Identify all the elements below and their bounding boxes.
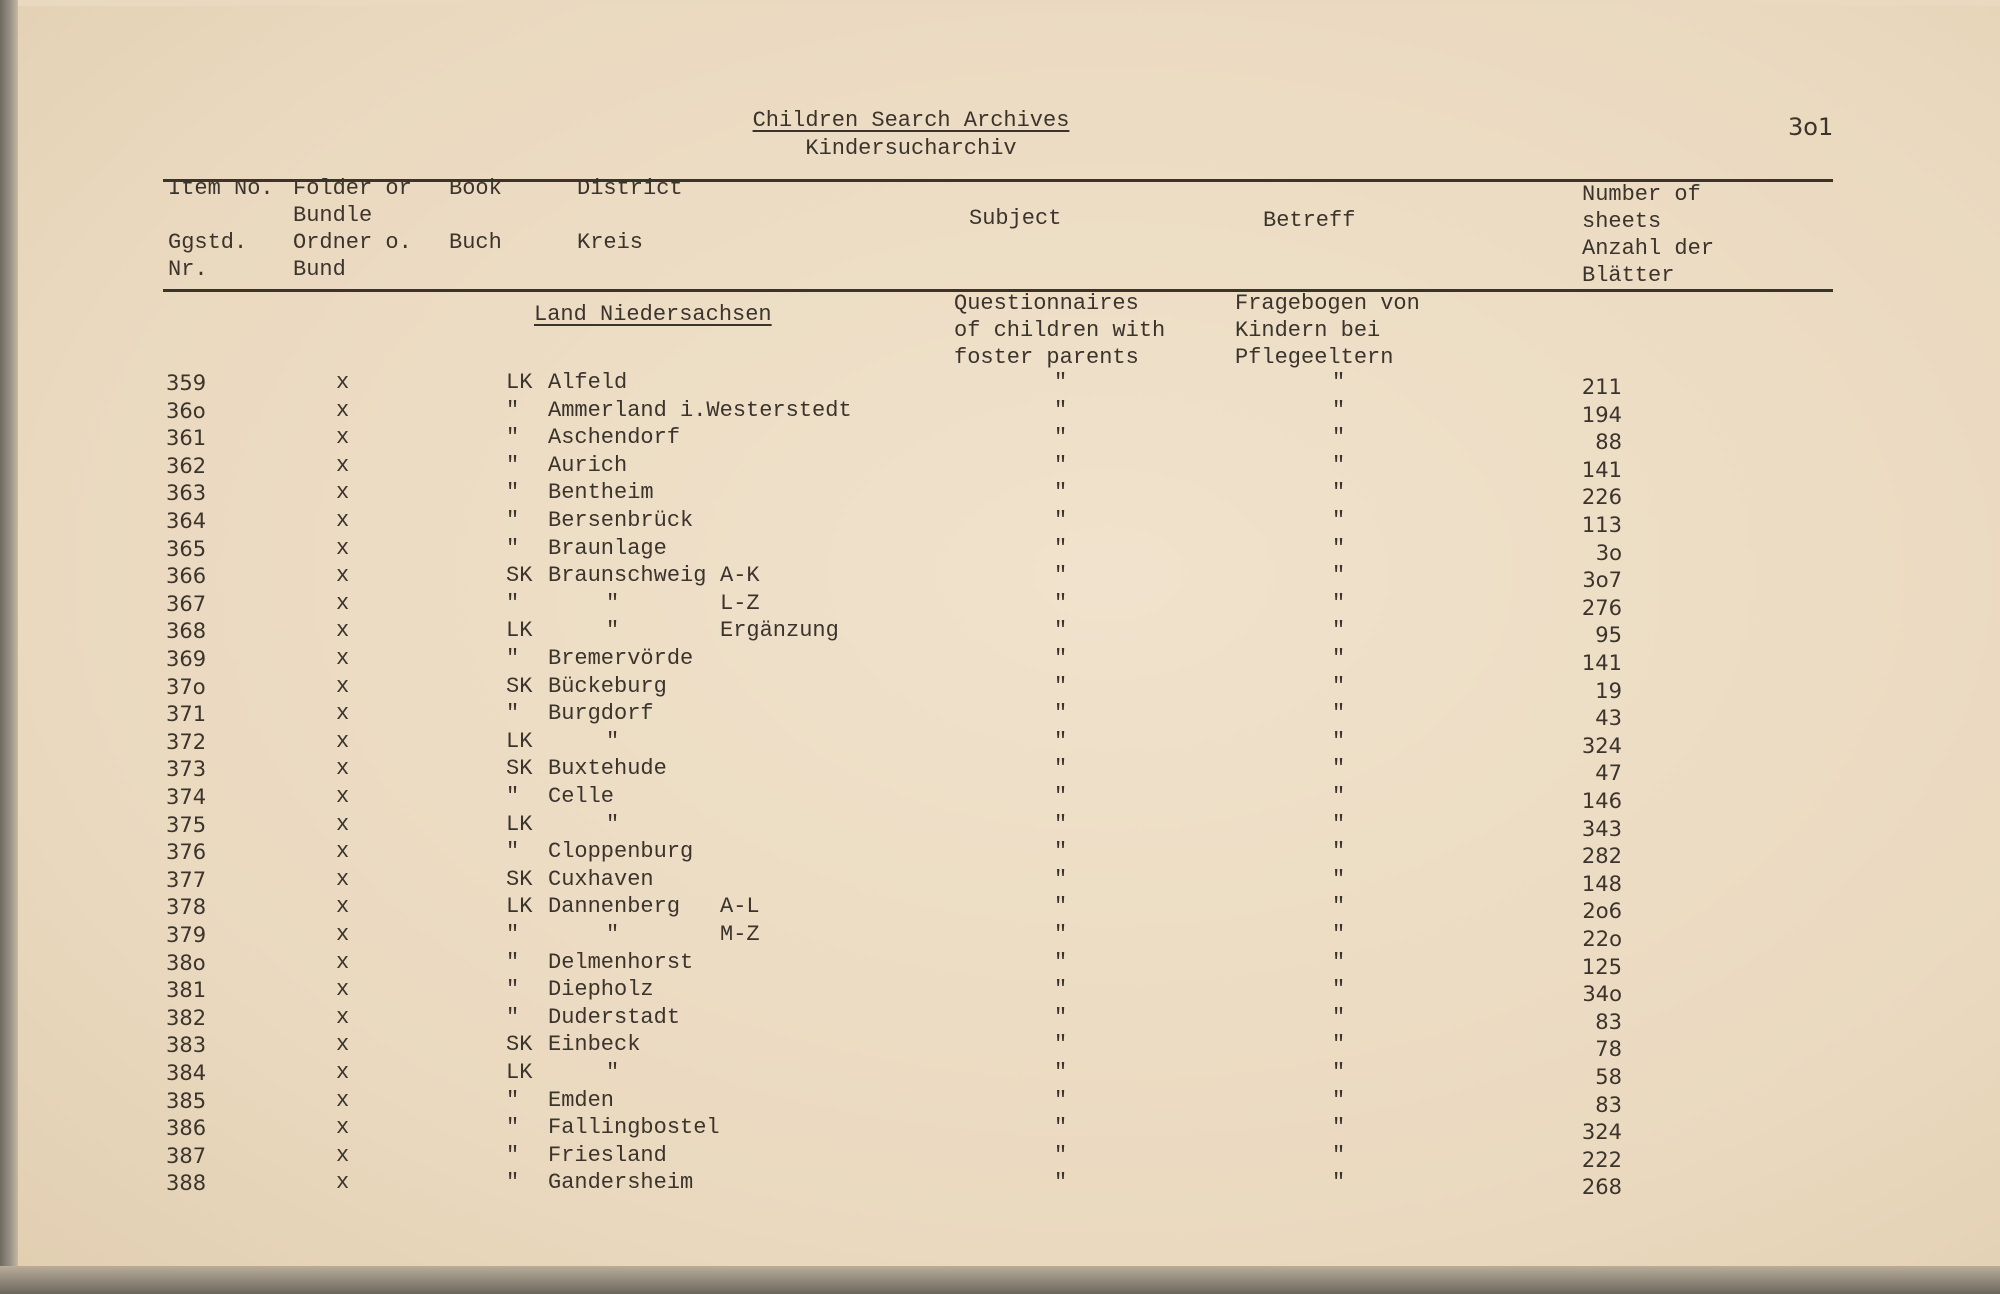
district-name: Duderstadt	[548, 1004, 681, 1030]
district-prefix: "	[506, 480, 520, 506]
district-name: Bückeburg	[548, 673, 667, 699]
sheet-count: 78	[1595, 1037, 1622, 1062]
betreff-ditto: "	[1332, 480, 1346, 506]
betreff-ditto: "	[1332, 508, 1346, 533]
folder-mark: x	[336, 397, 350, 423]
district-name: Celle	[548, 784, 615, 809]
sheet-count: 3o	[1595, 540, 1622, 565]
district-name: Braunschweig	[548, 563, 707, 589]
col-ordner: Ordner o.	[293, 230, 412, 255]
folder-mark: x	[336, 1032, 350, 1058]
col-subject: Subject	[969, 206, 1062, 231]
district-name: Cloppenburg	[548, 839, 694, 865]
betreff-ditto: "	[1332, 646, 1346, 671]
folder-mark: x	[336, 811, 350, 837]
betreff-ditto: "	[1332, 673, 1346, 699]
subject-ditto: "	[1054, 949, 1068, 975]
district-prefix: SK	[506, 866, 533, 892]
district-prefix: "	[506, 535, 520, 561]
district-name: "	[606, 922, 620, 947]
subject-ditto: "	[1054, 839, 1068, 865]
district-prefix: SK	[506, 673, 533, 699]
folder-mark: x	[336, 839, 350, 865]
section-subject-1: Questionnaires	[954, 291, 1139, 316]
item-number: 385	[166, 1088, 207, 1113]
subject-ditto: "	[1054, 701, 1068, 727]
district-name: "	[606, 590, 620, 616]
district-name: Buxtehude	[548, 756, 667, 782]
folder-mark: x	[336, 1087, 350, 1113]
table-row	[0, 922, 2000, 949]
item-number: 366	[166, 564, 207, 589]
subject-ditto: "	[1054, 1004, 1068, 1030]
district-name: Diepholz	[548, 977, 654, 1003]
col-betreff: Betreff	[1263, 208, 1356, 233]
table-row	[0, 839, 2000, 869]
sheet-count: 19	[1595, 678, 1622, 703]
col-bundle: Bundle	[293, 203, 373, 228]
betreff-ditto: "	[1332, 839, 1346, 865]
section-land: Land Niedersachsen	[534, 302, 772, 327]
item-number: 37o	[166, 674, 206, 699]
table-row	[0, 536, 2000, 563]
table-row	[0, 1115, 2000, 1145]
district-name: Ammerland i.Westerstedt	[548, 397, 852, 423]
folder-mark: x	[336, 646, 350, 671]
betreff-ditto: "	[1332, 1115, 1346, 1141]
item-number: 384	[166, 1061, 207, 1085]
district-suffix: M-Z	[720, 922, 760, 947]
subject-ditto: "	[1054, 1060, 1068, 1085]
district-name: Fallingbostel	[548, 1115, 720, 1141]
district-name: Dannenberg	[548, 894, 681, 920]
district-prefix: "	[506, 701, 520, 727]
section-subject-2: of children with	[954, 318, 1166, 343]
betreff-ditto: "	[1332, 590, 1346, 616]
section-subject-3: foster parents	[954, 345, 1139, 370]
district-name: "	[606, 1060, 620, 1085]
item-number: 367	[166, 591, 207, 616]
folder-mark: x	[336, 1115, 350, 1141]
betreff-ditto: "	[1332, 866, 1346, 892]
folder-mark: x	[336, 784, 350, 809]
sheet-count: 146	[1581, 789, 1622, 813]
folder-mark: x	[336, 673, 350, 699]
district-name: Bentheim	[548, 480, 654, 506]
subject-ditto: "	[1054, 1170, 1068, 1196]
item-number: 38o	[166, 950, 206, 975]
betreff-ditto: "	[1332, 618, 1346, 644]
district-prefix: "	[506, 646, 520, 671]
subject-ditto: "	[1054, 1087, 1068, 1113]
table-row	[0, 1170, 2000, 1200]
item-number: 362	[166, 453, 207, 478]
col-sheets-3: Anzahl der	[1582, 236, 1715, 261]
district-prefix: "	[506, 1170, 520, 1196]
subject-ditto: "	[1054, 452, 1068, 478]
district-prefix: "	[506, 977, 520, 1003]
betreff-ditto: "	[1332, 811, 1346, 837]
table-row	[0, 591, 2000, 618]
betreff-ditto: "	[1332, 756, 1346, 782]
subject-ditto: "	[1054, 728, 1068, 754]
folder-mark: x	[336, 756, 350, 782]
table-row	[0, 1060, 2000, 1087]
item-number: 36o	[166, 398, 206, 423]
col-folder: Folder or	[293, 176, 412, 201]
table-row	[0, 425, 2000, 455]
district-name: Bremervörde	[548, 646, 694, 671]
subject-ditto: "	[1054, 508, 1068, 533]
item-number: 377	[166, 867, 207, 892]
table-row	[0, 1032, 2000, 1062]
item-number: 364	[166, 509, 207, 533]
col-sheets-2: sheets	[1582, 209, 1662, 234]
betreff-ditto: "	[1332, 922, 1346, 947]
col-buch: Buch	[449, 230, 502, 255]
betreff-ditto: "	[1332, 1170, 1346, 1196]
district-prefix: "	[506, 922, 520, 947]
district-name: Emden	[548, 1087, 615, 1113]
betreff-ditto: "	[1332, 1060, 1346, 1085]
district-name: Friesland	[548, 1142, 667, 1168]
subject-ditto: "	[1054, 563, 1068, 589]
district-name: Delmenhorst	[548, 949, 694, 975]
page-number: 3o1	[1788, 113, 1834, 141]
district-prefix: "	[506, 949, 520, 975]
sheet-count: 141	[1581, 457, 1622, 482]
sheet-count: 47	[1595, 761, 1622, 786]
district-prefix: "	[506, 839, 520, 865]
table-row	[0, 977, 2000, 1007]
district-prefix: "	[506, 1115, 520, 1141]
district-name: Cuxhaven	[548, 866, 654, 892]
table-row	[0, 646, 2000, 673]
district-name: "	[606, 618, 620, 644]
subject-ditto: "	[1054, 370, 1068, 395]
sheet-count: 34o	[1582, 982, 1622, 1007]
folder-mark: x	[336, 452, 350, 478]
folder-mark: x	[336, 922, 350, 947]
subject-ditto: "	[1054, 618, 1068, 644]
district-prefix: "	[506, 397, 520, 423]
district-prefix: "	[506, 508, 520, 533]
district-suffix: Ergänzung	[720, 618, 839, 644]
item-number: 371	[166, 702, 207, 727]
betreff-ditto: "	[1332, 949, 1346, 975]
subject-ditto: "	[1054, 894, 1068, 920]
item-number: 375	[166, 812, 207, 837]
subject-ditto: "	[1054, 673, 1068, 699]
sheet-count: 282	[1581, 844, 1622, 869]
subject-ditto: "	[1054, 425, 1068, 451]
folder-mark: x	[336, 1004, 350, 1030]
table-row	[0, 1143, 2000, 1170]
betreff-ditto: "	[1332, 1087, 1346, 1113]
table-row	[0, 701, 2000, 731]
table-row	[0, 674, 2000, 701]
sheet-count: 276	[1581, 595, 1622, 620]
document-title: Children Search Archives	[752, 108, 1070, 133]
col-district: District	[577, 176, 683, 201]
district-name: Gandersheim	[548, 1170, 694, 1196]
betreff-ditto: "	[1332, 397, 1346, 423]
item-number: 381	[166, 978, 207, 1003]
folder-mark: x	[336, 1060, 350, 1085]
item-number: 382	[166, 1005, 207, 1030]
district-name: Aschendorf	[548, 425, 681, 451]
folder-mark: x	[336, 618, 350, 644]
sheet-count: 83	[1595, 1009, 1622, 1034]
sheet-count: 22o	[1582, 927, 1622, 951]
betreff-ditto: "	[1332, 701, 1346, 727]
col-kreis: Kreis	[577, 230, 644, 255]
subject-ditto: "	[1054, 784, 1068, 809]
col-nr: Nr.	[168, 257, 208, 282]
item-number: 383	[166, 1033, 207, 1058]
item-number: 372	[166, 729, 207, 754]
sheet-count: 125	[1581, 954, 1622, 979]
district-prefix: SK	[506, 756, 533, 782]
sheet-count: 83	[1595, 1092, 1622, 1117]
item-number: 373	[166, 757, 207, 782]
table-row	[0, 398, 2000, 425]
subject-ditto: "	[1054, 590, 1068, 616]
betreff-ditto: "	[1332, 535, 1346, 561]
sheet-count: 343	[1581, 816, 1622, 841]
betreff-ditto: "	[1332, 1032, 1346, 1058]
sheet-count: 43	[1595, 706, 1622, 731]
district-suffix: A-L	[720, 894, 760, 920]
table-row	[0, 812, 2000, 839]
subject-ditto: "	[1054, 1032, 1068, 1058]
district-name: Burgdorf	[548, 701, 654, 727]
sheet-count: 194	[1581, 402, 1622, 427]
subject-ditto: "	[1054, 811, 1068, 837]
document-subtitle: Kindersucharchiv	[805, 136, 1017, 161]
district-name: Einbeck	[548, 1032, 641, 1058]
sheet-count: 95	[1595, 623, 1622, 648]
folder-mark: x	[336, 563, 350, 589]
district-prefix: LK	[506, 370, 533, 395]
col-book: Book	[449, 176, 502, 201]
district-prefix: LK	[506, 811, 533, 837]
subject-ditto: "	[1054, 977, 1068, 1003]
district-prefix: LK	[506, 728, 533, 754]
district-prefix: "	[506, 1004, 520, 1030]
betreff-ditto: "	[1332, 977, 1346, 1003]
table-row	[0, 894, 2000, 924]
col-ggstd: Ggstd.	[168, 230, 248, 255]
table-row	[0, 508, 2000, 535]
subject-ditto: "	[1054, 397, 1068, 423]
page-bottom-edge	[0, 1266, 2000, 1294]
betreff-ditto: "	[1332, 1004, 1346, 1030]
district-name: Aurich	[548, 452, 628, 478]
item-number: 379	[166, 923, 207, 947]
sheet-count: 324	[1581, 1120, 1622, 1145]
col-sheets-4: Blätter	[1582, 263, 1675, 288]
section-betreff-1: Fragebogen von	[1235, 291, 1420, 316]
section-betreff-3: Pflegeeltern	[1235, 345, 1394, 370]
item-number: 359	[166, 371, 207, 395]
sheet-count: 88	[1595, 430, 1622, 455]
subject-ditto: "	[1054, 535, 1068, 561]
sheet-count: 3o7	[1582, 568, 1622, 593]
item-number: 376	[166, 840, 207, 865]
item-number: 378	[166, 895, 207, 920]
folder-mark: x	[336, 425, 350, 451]
betreff-ditto: "	[1332, 784, 1346, 809]
item-number: 361	[166, 426, 207, 451]
betreff-ditto: "	[1332, 370, 1346, 395]
sheet-count: 211	[1581, 375, 1622, 399]
sheet-count: 148	[1581, 871, 1622, 896]
item-number: 368	[166, 619, 207, 644]
district-suffix: A-K	[720, 563, 760, 589]
folder-mark: x	[336, 949, 350, 975]
folder-mark: x	[336, 866, 350, 892]
folder-mark: x	[336, 370, 350, 395]
sheet-count: 141	[1581, 651, 1622, 675]
table-row	[0, 480, 2000, 510]
sheet-count: 268	[1581, 1175, 1622, 1200]
district-prefix: LK	[506, 618, 533, 644]
sheet-count: 2o6	[1582, 899, 1622, 924]
district-suffix: L-Z	[720, 590, 760, 616]
folder-mark: x	[336, 480, 350, 506]
item-number: 365	[166, 536, 207, 561]
table-row	[0, 784, 2000, 811]
table-row	[0, 950, 2000, 977]
table-row	[0, 370, 2000, 397]
sheet-count: 58	[1595, 1065, 1622, 1089]
section-betreff-2: Kindern bei	[1235, 318, 1381, 343]
subject-ditto: "	[1054, 480, 1068, 506]
item-number: 369	[166, 647, 207, 671]
table-row	[0, 867, 2000, 894]
betreff-ditto: "	[1332, 1142, 1346, 1168]
table-row	[0, 1088, 2000, 1115]
folder-mark: x	[336, 1142, 350, 1168]
district-name: Braunlage	[548, 535, 667, 561]
col-sheets-1: Number of	[1582, 182, 1701, 207]
district-prefix: SK	[506, 1032, 533, 1058]
district-prefix: SK	[506, 563, 533, 589]
district-prefix: "	[506, 452, 520, 478]
table-row	[0, 756, 2000, 786]
district-prefix: "	[506, 784, 520, 809]
col-bund: Bund	[293, 257, 346, 282]
betreff-ditto: "	[1332, 452, 1346, 478]
table-row	[0, 1005, 2000, 1032]
col-item-no: Item No.	[168, 176, 274, 201]
item-number: 388	[166, 1171, 207, 1196]
district-prefix: "	[506, 590, 520, 616]
district-name: "	[606, 728, 620, 754]
folder-mark: x	[336, 977, 350, 1003]
folder-mark: x	[336, 701, 350, 727]
folder-mark: x	[336, 508, 350, 533]
table-row	[0, 729, 2000, 756]
item-number: 386	[166, 1116, 207, 1141]
district-prefix: "	[506, 425, 520, 451]
subject-ditto: "	[1054, 756, 1068, 782]
folder-mark: x	[336, 535, 350, 561]
subject-ditto: "	[1054, 922, 1068, 947]
sheet-count: 113	[1581, 513, 1622, 537]
folder-mark: x	[336, 894, 350, 920]
table-row	[0, 563, 2000, 593]
district-name: Bersenbrück	[548, 508, 694, 533]
district-name: "	[606, 811, 620, 837]
betreff-ditto: "	[1332, 894, 1346, 920]
district-prefix: LK	[506, 894, 533, 920]
item-number: 363	[166, 481, 207, 506]
district-prefix: "	[506, 1142, 520, 1168]
sheet-count: 222	[1581, 1147, 1622, 1172]
district-name: Alfeld	[548, 370, 628, 395]
folder-mark: x	[336, 728, 350, 754]
betreff-ditto: "	[1332, 425, 1346, 451]
table-row	[0, 453, 2000, 480]
betreff-ditto: "	[1332, 563, 1346, 589]
subject-ditto: "	[1054, 1142, 1068, 1168]
betreff-ditto: "	[1332, 728, 1346, 754]
folder-mark: x	[336, 590, 350, 616]
item-number: 374	[166, 785, 207, 809]
district-prefix: "	[506, 1087, 520, 1113]
item-number: 387	[166, 1143, 207, 1168]
folder-mark: x	[336, 1170, 350, 1196]
district-prefix: LK	[506, 1060, 533, 1085]
subject-ditto: "	[1054, 646, 1068, 671]
subject-ditto: "	[1054, 1115, 1068, 1141]
sheet-count: 324	[1581, 733, 1622, 758]
sheet-count: 226	[1581, 485, 1622, 510]
subject-ditto: "	[1054, 866, 1068, 892]
table-row	[0, 618, 2000, 648]
